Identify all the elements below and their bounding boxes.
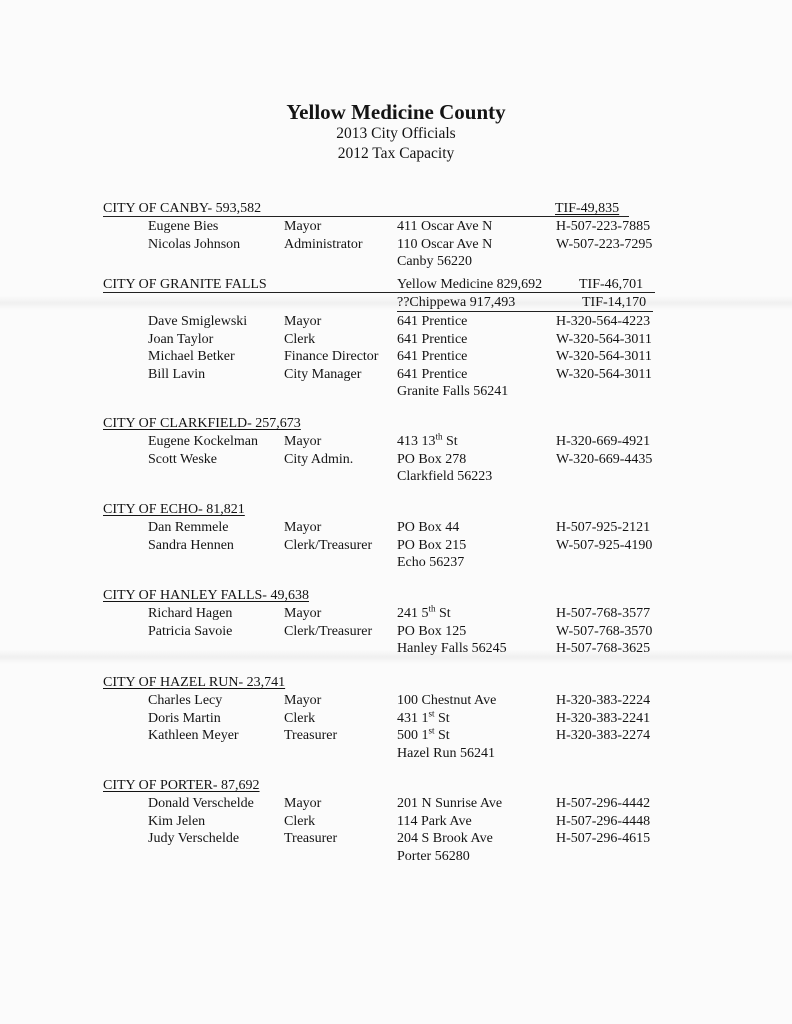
officials-year: 2013 City Officials xyxy=(336,125,456,142)
official-row xyxy=(103,519,683,537)
official-row xyxy=(103,348,683,366)
official-address: 204 S Brook Ave xyxy=(397,831,493,846)
city-heading: CITY OF HANLEY FALLS- 49,638 xyxy=(103,588,309,603)
official-address: 641 Prentice xyxy=(397,314,468,329)
city-line-row xyxy=(103,745,683,763)
official-phone: W-507-925-4190 xyxy=(556,537,653,553)
city-line-row xyxy=(103,383,683,401)
official-phone: H-507-296-4615 xyxy=(556,831,651,846)
tif-value: TIF-46,701 xyxy=(579,277,644,292)
official-phone: W-507-223-7295 xyxy=(556,236,653,252)
official-phone: H-507-925-2121 xyxy=(556,520,651,535)
city-zip: Canby 56220 xyxy=(397,254,473,269)
official-title: City Admin. xyxy=(284,451,354,467)
city-line-row xyxy=(103,468,683,486)
official-title: Finance Director xyxy=(284,349,379,364)
official-phone: H-320-383-2241 xyxy=(556,710,651,726)
official-phone: H-507-768-3625 xyxy=(556,641,651,656)
official-name: Charles Lecy xyxy=(148,693,223,708)
official-name: Sandra Hennen xyxy=(148,537,234,553)
official-row xyxy=(103,236,683,254)
official-address: PO Box 278 xyxy=(397,451,467,467)
official-address: 641 Prentice xyxy=(397,349,468,364)
city-zip: Granite Falls 56241 xyxy=(397,384,509,399)
section-granite-falls xyxy=(103,276,683,401)
city-zip: Clarkfield 56223 xyxy=(397,469,493,484)
city-zip: Echo 56237 xyxy=(397,555,465,570)
tif-value: TIF-49,835 xyxy=(555,201,620,216)
official-phone: H-507-296-4442 xyxy=(556,796,651,811)
official-row xyxy=(103,727,683,745)
official-address: 641 Prentice xyxy=(397,331,468,347)
official-row xyxy=(103,313,683,331)
official-phone: W-320-669-4435 xyxy=(556,451,653,467)
official-address: 413 13th St xyxy=(397,431,458,449)
official-row xyxy=(103,366,683,384)
city-zip: Porter 56280 xyxy=(397,848,470,864)
city-heading: CITY OF PORTER- 87,692 xyxy=(103,778,260,793)
section-canby xyxy=(103,200,683,271)
city-heading: CITY OF GRANITE FALLS xyxy=(103,277,267,292)
official-title: Treasurer xyxy=(284,831,338,846)
city-line-row xyxy=(103,640,683,658)
heading-rule xyxy=(103,216,629,217)
official-address: 100 Chestnut Ave xyxy=(397,693,497,708)
capacity-row xyxy=(103,294,683,313)
capacity-chippewa: ??Chippewa 917,493 xyxy=(397,295,516,310)
document-header xyxy=(0,100,792,164)
city-heading: CITY OF CANBY- 593,582 xyxy=(103,201,262,216)
official-address: 431 1st St xyxy=(397,707,450,726)
official-row xyxy=(103,795,683,813)
city-zip: Hanley Falls 56245 xyxy=(397,641,507,656)
official-address: 500 1st St xyxy=(397,725,450,743)
official-row xyxy=(103,433,683,451)
official-title: Administrator xyxy=(284,236,363,252)
section-heading xyxy=(103,674,683,692)
official-name: Dave Smiglewski xyxy=(148,314,248,329)
official-row xyxy=(103,707,683,728)
section-heading xyxy=(103,501,683,519)
official-title: Treasurer xyxy=(284,728,338,743)
official-address: PO Box 44 xyxy=(397,520,460,535)
official-name: Patricia Savoie xyxy=(148,623,233,639)
section-heading xyxy=(103,200,683,218)
official-name: Bill Lavin xyxy=(148,366,206,382)
official-row xyxy=(103,537,683,555)
section-clarkfield xyxy=(103,415,683,486)
official-row xyxy=(103,605,683,623)
official-title: Mayor xyxy=(284,606,322,621)
tif-value: TIF-14,170 xyxy=(582,295,647,310)
official-name: Doris Martin xyxy=(148,710,221,726)
official-row xyxy=(103,813,683,831)
official-title: Clerk xyxy=(284,710,316,726)
official-row xyxy=(103,830,683,848)
official-name: Michael Betker xyxy=(148,349,235,364)
official-phone: W-320-564-3011 xyxy=(556,349,652,364)
official-title: Clerk/Treasurer xyxy=(284,537,373,553)
city-line-row xyxy=(103,554,683,572)
section-heading xyxy=(103,587,683,605)
section-echo xyxy=(103,501,683,572)
official-name: Joan Taylor xyxy=(148,331,214,347)
section-hanley-falls xyxy=(103,587,683,658)
official-title: Clerk/Treasurer xyxy=(284,623,373,639)
section-hazel-run xyxy=(103,674,683,762)
official-address: 114 Park Ave xyxy=(397,813,472,829)
official-name: Judy Verschelde xyxy=(148,831,240,846)
official-title: Mayor xyxy=(284,434,322,449)
heading-rule xyxy=(103,292,655,293)
section-heading xyxy=(103,777,683,795)
official-name: Kim Jelen xyxy=(148,813,206,829)
official-row xyxy=(103,331,683,349)
official-address: PO Box 125 xyxy=(397,623,467,639)
official-address: PO Box 215 xyxy=(397,537,467,553)
official-phone: H-320-564-4223 xyxy=(556,314,651,329)
official-name: Nicolas Johnson xyxy=(148,236,241,252)
official-title: City Manager xyxy=(284,366,362,382)
official-phone: H-320-383-2224 xyxy=(556,693,651,708)
official-name: Eugene Kockelman xyxy=(148,434,259,449)
section-porter xyxy=(103,777,683,865)
official-title: Mayor xyxy=(284,219,322,234)
official-address: 411 Oscar Ave N xyxy=(397,219,493,234)
official-phone: H-320-383-2274 xyxy=(556,728,651,743)
city-heading: CITY OF CLARKFIELD- 257,673 xyxy=(103,416,301,431)
official-phone: W-320-564-3011 xyxy=(556,331,652,347)
official-name: Eugene Bies xyxy=(148,219,219,234)
official-name: Richard Hagen xyxy=(148,606,233,621)
heading-rule xyxy=(397,311,653,312)
official-title: Mayor xyxy=(284,796,322,811)
official-name: Dan Remmele xyxy=(148,520,229,535)
official-name: Kathleen Meyer xyxy=(148,728,239,743)
section-heading xyxy=(103,415,683,433)
official-address: 241 5th St xyxy=(397,603,451,621)
official-phone: H-320-669-4921 xyxy=(556,434,651,449)
official-title: Clerk xyxy=(284,813,316,829)
official-address: 110 Oscar Ave N xyxy=(397,236,493,252)
official-title: Mayor xyxy=(284,693,322,708)
official-name: Donald Verschelde xyxy=(148,796,254,811)
official-address: 641 Prentice xyxy=(397,366,468,382)
official-row xyxy=(103,692,683,710)
city-heading: CITY OF ECHO- 81,821 xyxy=(103,502,245,517)
official-title: Clerk xyxy=(284,331,316,347)
official-row xyxy=(103,218,683,236)
official-address: 201 N Sunrise Ave xyxy=(397,796,503,811)
city-heading: CITY OF HAZEL RUN- 23,741 xyxy=(103,675,286,690)
official-phone: H-507-296-4448 xyxy=(556,813,651,829)
official-row xyxy=(103,451,683,469)
city-zip: Hazel Run 56241 xyxy=(397,745,495,761)
document-title: Yellow Medicine County xyxy=(286,100,506,124)
official-phone: W-507-768-3570 xyxy=(556,623,653,639)
city-line-row xyxy=(103,848,683,866)
official-title: Mayor xyxy=(284,520,322,535)
official-phone: H-507-223-7885 xyxy=(556,219,651,234)
official-phone: W-320-564-3011 xyxy=(556,366,652,382)
capacity-yellow-medicine: Yellow Medicine 829,692 xyxy=(397,277,543,292)
official-name: Scott Weske xyxy=(148,451,217,467)
section-heading xyxy=(103,276,683,294)
city-line-row xyxy=(103,253,683,271)
official-row xyxy=(103,623,683,641)
official-phone: H-507-768-3577 xyxy=(556,606,651,621)
official-title: Mayor xyxy=(284,314,322,329)
tax-capacity-year: 2012 Tax Capacity xyxy=(337,145,455,162)
